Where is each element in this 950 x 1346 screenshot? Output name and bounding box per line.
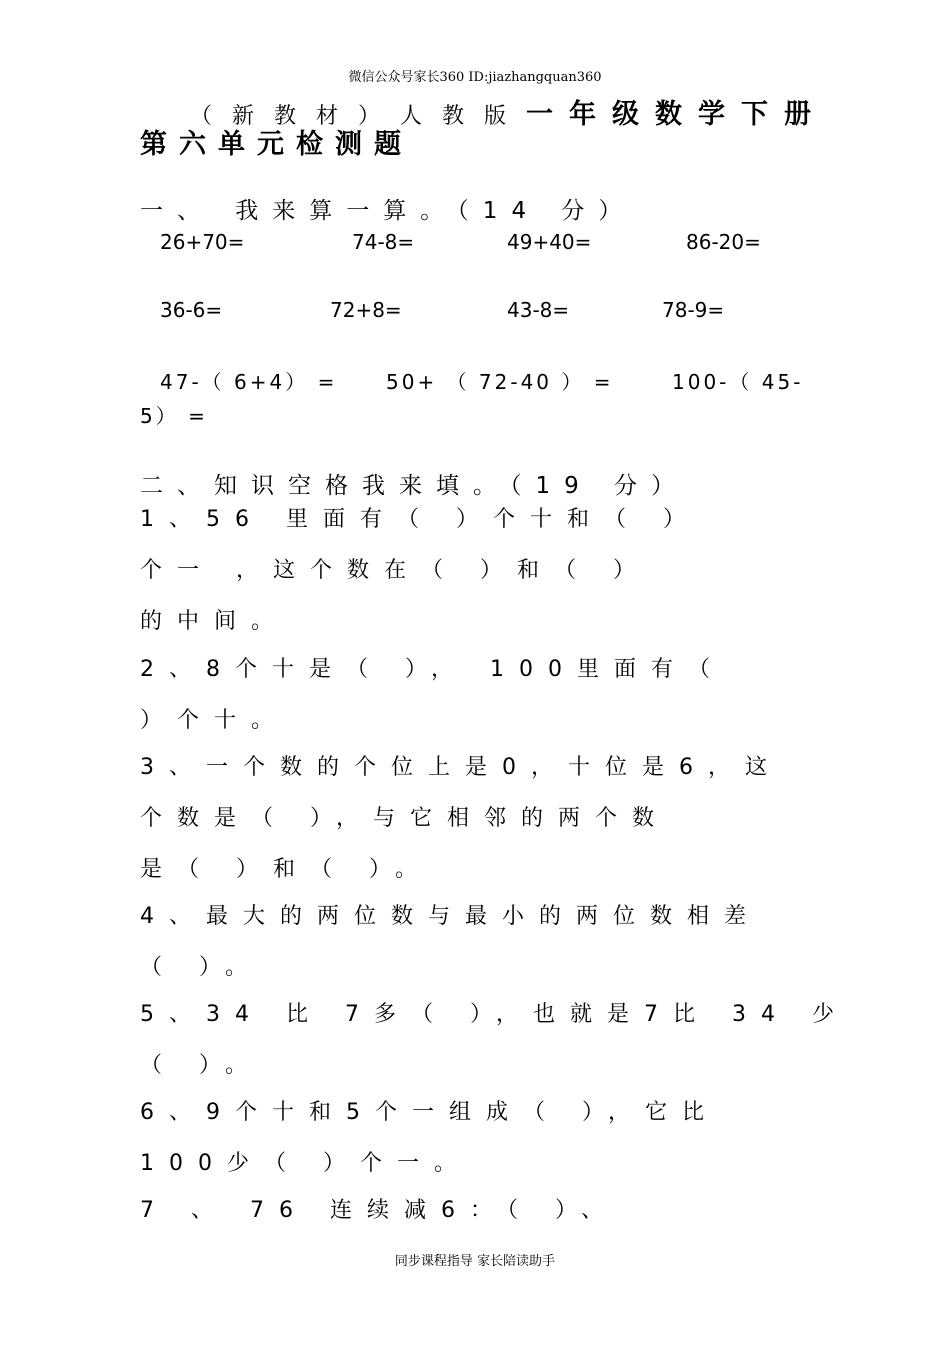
- title-line-2: 第六单元检测题: [140, 129, 413, 160]
- question-line: （ ）。: [140, 1053, 262, 1078]
- question-line: 是（ ）和（ ）。: [140, 857, 432, 882]
- footer-note: 同步课程指导 家长陪读助手: [394, 1254, 556, 1269]
- calc-item: 78-9=: [662, 298, 725, 322]
- question-line: 个数是（ ），与它相邻的两个数: [140, 806, 669, 831]
- header-note: 微信公众号家长360 ID:jiazhangquan360: [348, 70, 602, 85]
- question-line: 4、最大的两位数与最小的两位数相差: [140, 904, 761, 929]
- question-line: 的中间。: [140, 609, 289, 634]
- question-line: 100少（ ）个一。: [140, 1151, 471, 1176]
- calc-item: 47-（ 6+4） =: [160, 370, 338, 394]
- section1-heading: 一、 我来算一算。（14 分）: [140, 198, 636, 224]
- question-line: 5、34 比 7多（ ），也就是7比 34 少: [140, 1002, 849, 1027]
- calc-item: 86-20=: [686, 230, 761, 254]
- calc-item: 72+8=: [330, 298, 402, 322]
- title-main: 一年级数学下册: [526, 99, 828, 130]
- calc-item: 50+ （ 72-40 ） =: [386, 370, 614, 394]
- calc-item-continuation: 5） =: [140, 404, 208, 428]
- calc-item: 74-8=: [352, 230, 415, 254]
- question-line: 7 、 76 连续减6：（ ）、: [140, 1198, 618, 1223]
- question-line: 3、一个数的个位上是0，十位是6，这: [140, 755, 782, 780]
- question-line: （ ）。: [140, 955, 262, 980]
- section2-heading: 二、知识空格我来填。（19 分）: [140, 473, 689, 499]
- question-line: 2、8个十是（ ）， 100里面有（: [140, 657, 725, 682]
- question-line: ）个十。: [140, 708, 289, 733]
- question-line: 1、56 里面有（ ）个十和（ ）: [140, 507, 700, 532]
- question-line: 6、9个十和5个一组成（ ），它比: [140, 1100, 719, 1125]
- calc-item: 36-6=: [160, 298, 223, 322]
- calc-item: 26+70=: [160, 230, 245, 254]
- calc-item: 100-（ 45-: [672, 370, 804, 394]
- calc-item: 43-8=: [507, 298, 570, 322]
- title-prefix: （新教材）人教版: [190, 104, 527, 129]
- calc-item: 49+40=: [507, 230, 592, 254]
- question-line: 个一 ，这个数在（ ）和（ ）: [140, 558, 650, 583]
